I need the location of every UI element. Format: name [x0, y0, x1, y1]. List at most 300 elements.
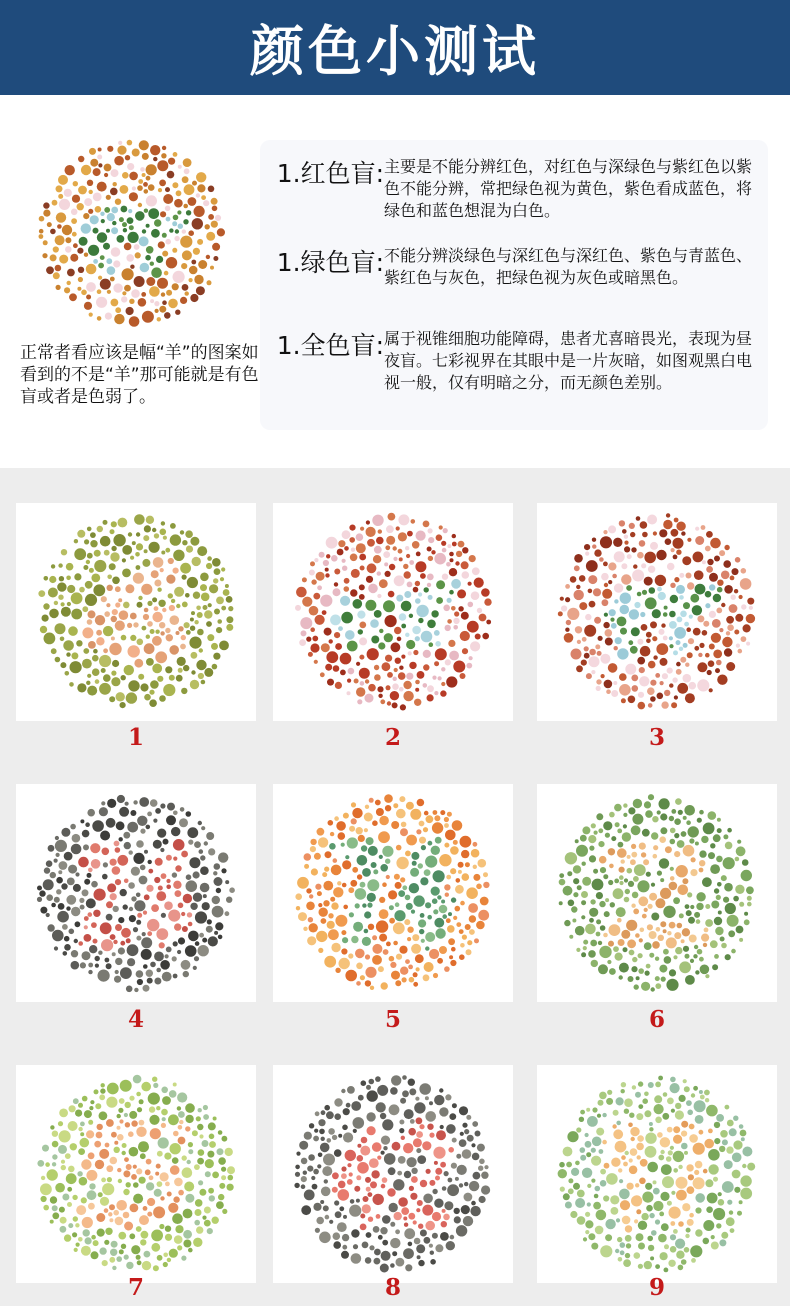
plate-figure-dot — [417, 1200, 423, 1206]
plate-dot — [698, 653, 702, 657]
plate-dot — [388, 1167, 396, 1175]
plate-dot — [313, 593, 320, 600]
plate-dot — [172, 956, 177, 961]
plate-figure-dot — [443, 1214, 450, 1221]
plate-dot — [584, 544, 590, 550]
plate-figure-dot — [428, 595, 433, 600]
plate-dot — [164, 1153, 171, 1160]
plate-dot — [642, 532, 648, 538]
plate-figure-dot — [355, 903, 360, 908]
plate-dot — [460, 901, 465, 906]
plate-dot — [122, 569, 131, 578]
plate-dot — [100, 536, 111, 547]
plate-figure-dot — [415, 636, 420, 641]
plate-dot — [317, 891, 322, 896]
plate-dot — [714, 954, 719, 959]
plate-dot — [335, 682, 342, 689]
plate-dot — [180, 807, 185, 812]
plate-dot — [647, 1162, 658, 1173]
plate-dot — [598, 841, 604, 847]
plate-dot — [138, 674, 144, 680]
plate-dot — [118, 141, 122, 145]
plate-dot — [162, 300, 167, 305]
plate-dot — [424, 811, 429, 816]
plate-figure-dot — [406, 903, 413, 910]
plate-dot — [374, 665, 379, 670]
plate-dot — [683, 816, 687, 820]
plate-dot — [724, 585, 733, 594]
plate-figure-dot — [426, 1169, 431, 1174]
plate-figure-dot — [435, 837, 442, 844]
plate-dot — [394, 668, 398, 672]
plate-dot — [455, 885, 464, 894]
plate-dot — [118, 518, 128, 528]
plate-dot — [356, 981, 361, 986]
plate-dot — [677, 683, 688, 694]
plate-dot — [192, 1130, 198, 1136]
plate-dot — [311, 868, 318, 875]
plate-dot — [185, 1103, 195, 1113]
plate-dot — [178, 165, 182, 169]
plate-dot — [116, 821, 125, 830]
plate-dot — [600, 925, 606, 931]
plate-dot — [638, 1243, 645, 1250]
plate-dot — [695, 970, 699, 974]
plate-dot — [349, 525, 355, 531]
plate-figure-dot — [329, 843, 336, 850]
plate-figure-dot — [148, 208, 159, 219]
plate-dot — [129, 172, 138, 181]
plate-dot — [349, 1205, 361, 1217]
plate-dot — [695, 1229, 702, 1236]
plate-figure-dot — [173, 857, 177, 861]
plate-figure-dot — [165, 1182, 170, 1187]
plate-dot — [559, 901, 563, 905]
plate-dot — [331, 865, 342, 876]
plate-dot — [580, 1155, 586, 1161]
plate-dot — [136, 532, 140, 536]
plate-dot — [309, 894, 313, 898]
plate-dot — [217, 1148, 224, 1155]
plate-dot — [114, 1147, 120, 1153]
plate-dot — [188, 931, 199, 942]
plate-dot — [629, 950, 635, 956]
plate-dot — [739, 1124, 744, 1129]
plate-figure-dot — [689, 1134, 698, 1143]
plate-dot — [627, 554, 632, 559]
plate-figure-dot — [180, 644, 186, 650]
plate-dot — [366, 1112, 375, 1121]
plate-dot — [396, 1258, 405, 1267]
plate-figure-dot — [663, 612, 668, 617]
plate-dot — [142, 559, 150, 567]
plate-dot — [619, 963, 629, 973]
plate-dot — [157, 1181, 163, 1187]
plate-dot — [469, 1181, 479, 1191]
plate-dot — [161, 913, 166, 918]
plate-figure-dot — [106, 1119, 114, 1127]
plate-dot — [686, 820, 691, 825]
plate-figure-dot — [628, 1123, 633, 1128]
plate-dot — [158, 600, 165, 607]
plate-dot — [675, 798, 682, 805]
plate-dot — [88, 1120, 93, 1125]
plate-dot — [89, 190, 93, 194]
plate-figure-dot — [100, 212, 104, 216]
plate-dot — [312, 636, 318, 642]
plate-figure-dot — [160, 1196, 164, 1200]
plate-dot — [184, 168, 190, 174]
plate-dot — [118, 917, 124, 923]
plate-dot — [365, 694, 374, 703]
plate-dot — [86, 295, 91, 300]
plate-dot — [342, 883, 347, 888]
plate-dot — [67, 281, 71, 285]
plate-dot — [314, 660, 318, 664]
plate-dot — [52, 1162, 56, 1166]
plate-dot — [724, 883, 733, 892]
plate-dot — [139, 797, 149, 807]
plate-dot — [60, 637, 65, 642]
plate-dot — [449, 568, 457, 576]
plate-dot — [78, 156, 84, 162]
plate-dot — [111, 671, 116, 676]
plate-card-6 — [537, 784, 777, 1002]
plate-dot — [130, 810, 136, 816]
plate-dot — [558, 1169, 567, 1178]
plate-dot — [655, 1219, 660, 1224]
plate-dot — [130, 635, 136, 641]
plate-dot — [71, 609, 82, 620]
plate-dot — [356, 533, 364, 541]
plate-dot — [653, 531, 657, 535]
plate-dot — [691, 1258, 696, 1263]
plate-dot — [628, 807, 635, 814]
plate-figure-dot — [432, 1212, 441, 1221]
plate-dot — [60, 1217, 67, 1224]
plate-figure-dot — [168, 910, 180, 922]
plate-dot — [351, 818, 357, 824]
plate-dot — [78, 1237, 83, 1242]
plate-dot — [728, 930, 735, 937]
plate-dot — [398, 672, 406, 680]
plate-dot — [462, 873, 470, 881]
plate-dot — [574, 554, 583, 563]
plate-dot — [333, 588, 341, 596]
plate-dot — [226, 897, 232, 903]
plate-figure-dot — [182, 926, 188, 932]
plate-figure-dot — [627, 1183, 634, 1190]
plate-dot — [87, 686, 97, 696]
plate-dot — [212, 1172, 219, 1179]
plate-dot — [690, 905, 694, 909]
plate-dot — [154, 952, 164, 962]
plate-dot — [714, 917, 722, 925]
plate-dot — [445, 1094, 451, 1100]
plate-dot — [628, 696, 636, 704]
plate-dot — [58, 870, 62, 874]
plate-dot — [62, 1194, 69, 1201]
plate-dot — [730, 576, 735, 581]
plate-figure-dot — [183, 894, 192, 903]
plate-dot — [598, 636, 603, 641]
plate-figure-dot — [674, 851, 680, 857]
plate-figure-dot — [434, 918, 444, 928]
plate-dot — [168, 158, 175, 165]
plate-dot — [405, 851, 411, 857]
plate-dot — [175, 1225, 183, 1233]
plate-dot — [747, 902, 752, 907]
plate-dot — [93, 193, 102, 202]
plate-figure-dot — [429, 642, 434, 647]
plate-figure-dot — [410, 1193, 417, 1200]
header-banner — [0, 0, 790, 95]
plate-figure-dot — [357, 1162, 369, 1174]
plate-dot — [377, 571, 381, 575]
plate-dot — [644, 577, 653, 586]
plate-dot — [577, 1216, 586, 1225]
plate-dot — [733, 1116, 738, 1121]
plate-dot — [445, 659, 451, 665]
plate-dot — [365, 954, 370, 959]
plate-dot — [688, 638, 694, 644]
plate-dot — [90, 540, 97, 547]
plate-dot — [403, 1248, 414, 1259]
plate-dot — [717, 882, 722, 887]
plate-figure-dot — [178, 224, 183, 229]
plate-dot — [180, 236, 192, 248]
plate-dot — [115, 307, 121, 313]
plate-dot — [713, 834, 721, 842]
plate-dot — [416, 829, 421, 834]
plate-figure-dot — [100, 922, 112, 934]
plate-dot — [103, 626, 113, 636]
plate-dot — [149, 1106, 155, 1112]
plate-figure-dot — [631, 1137, 635, 1141]
plate-dot — [625, 889, 630, 894]
plate-dot — [58, 194, 63, 199]
plate-dot — [160, 211, 166, 217]
plate-dot — [699, 957, 704, 962]
plate-figure-dot — [338, 1189, 350, 1201]
plate-dot — [89, 1183, 95, 1189]
plate-dot — [466, 1115, 471, 1120]
plate-dot — [581, 952, 586, 957]
plate-dot — [663, 1092, 668, 1097]
plate-dot — [374, 1249, 381, 1256]
plate-dot — [196, 606, 201, 611]
plate-figure-dot — [136, 1168, 142, 1174]
plate-dot — [192, 181, 197, 186]
plate-dot — [695, 536, 704, 545]
plate-dot — [46, 894, 53, 901]
plate-figure-dot — [103, 243, 110, 250]
plate-dot — [56, 889, 61, 894]
plate-dot — [466, 887, 478, 899]
plate-dot — [103, 520, 108, 525]
plate-figure-dot — [363, 1196, 369, 1202]
plate-dot — [471, 849, 480, 858]
plate-figure-dot — [630, 1148, 638, 1156]
plate-dot — [359, 637, 367, 645]
plate-dot — [377, 1085, 388, 1096]
plate-dot — [567, 871, 572, 876]
plate-dot — [575, 626, 582, 633]
plate-figure-dot — [641, 852, 646, 857]
plate-dot — [592, 879, 604, 891]
plate-dot — [634, 1252, 641, 1259]
plate-dot — [563, 1193, 570, 1200]
plate-figure-dot — [178, 626, 183, 631]
plate-dot — [221, 606, 226, 611]
plate-dot — [662, 673, 668, 679]
plate-dot — [670, 867, 674, 871]
plate-dot — [295, 1165, 300, 1170]
plate-dot — [163, 839, 169, 845]
plate-dot — [69, 929, 75, 935]
plate-dot — [442, 548, 447, 553]
plate-dot — [318, 1153, 323, 1158]
plate-figure-dot — [106, 901, 113, 908]
plate-dot — [399, 1120, 404, 1125]
plate-figure-dot — [441, 900, 445, 904]
plate-dot — [341, 930, 346, 935]
plate-figure-dot — [164, 901, 173, 910]
plate-dot — [202, 938, 207, 943]
plate-dot — [342, 530, 351, 539]
definition-term: 1.全色盲: — [276, 331, 384, 360]
plate-dot — [125, 155, 130, 160]
plate-dot — [343, 1132, 353, 1142]
plate-figure-dot — [371, 636, 379, 644]
plate-dot — [208, 214, 214, 220]
plate-dot — [333, 665, 340, 672]
plate-figure-dot — [117, 235, 125, 243]
plate-dot — [638, 968, 644, 974]
plate-dot — [638, 953, 643, 958]
plate-dot — [679, 961, 691, 973]
plate-figure-dot — [116, 1200, 127, 1211]
plate-dot — [352, 867, 358, 873]
plate-dot — [455, 906, 461, 912]
plate-figure-dot — [78, 941, 83, 946]
plate-dot — [637, 657, 645, 665]
plate-dot — [334, 1200, 339, 1205]
plate-dot — [580, 1110, 585, 1115]
plate-dot — [56, 285, 61, 290]
plate-dot — [414, 1238, 421, 1245]
plate-dot — [146, 825, 151, 830]
plate-dot — [594, 831, 598, 835]
plate-dot — [317, 585, 322, 590]
plate-dot — [136, 1226, 142, 1232]
plate-dot — [199, 1134, 203, 1138]
plate-dot — [208, 936, 218, 946]
plate-dot — [173, 1083, 177, 1087]
plate-dot — [341, 948, 347, 954]
plate-dot — [657, 810, 661, 814]
plate-dot — [406, 554, 410, 558]
plate-dot — [407, 531, 413, 537]
plate-figure-dot — [451, 579, 461, 589]
plate-figure-dot — [183, 219, 188, 224]
plate-dot — [459, 929, 464, 934]
plate-dot — [76, 1243, 80, 1247]
plate-dot — [598, 941, 602, 945]
plate-dot — [378, 966, 384, 972]
plate-figure-dot — [699, 868, 704, 873]
plate-dot — [321, 643, 330, 652]
plate-figure-dot — [370, 1181, 377, 1188]
plate-dot — [721, 1232, 728, 1239]
plate-figure-dot — [448, 912, 452, 916]
plate-dot — [576, 948, 580, 952]
plate-dot — [708, 660, 715, 667]
plate-dot — [82, 659, 92, 669]
plate-dot — [153, 840, 162, 849]
plate-figure-dot — [104, 207, 110, 213]
plate-dot — [212, 1217, 219, 1224]
plate-dot — [742, 859, 749, 866]
plate-dot — [655, 1117, 662, 1124]
plate-figure-dot — [362, 1204, 371, 1213]
plate-dot — [133, 1194, 143, 1204]
plate-dot — [749, 606, 753, 610]
plate-figure-dot — [667, 931, 671, 935]
plate-figure-dot — [139, 236, 149, 246]
plate-dot — [708, 811, 717, 820]
plate-figure-dot — [173, 568, 179, 574]
plate-dot — [188, 840, 193, 845]
plate-dot — [655, 976, 660, 981]
plate-figure-dot — [101, 596, 107, 602]
plate-dot — [107, 1177, 112, 1182]
plate-dot — [406, 673, 413, 680]
plate-figure-dot — [91, 922, 97, 928]
plate-dot — [386, 525, 394, 533]
plate-dot — [462, 1149, 472, 1159]
plate-dot — [216, 597, 224, 605]
plate-dot — [367, 563, 377, 573]
plate-figure-dot — [669, 882, 678, 891]
plate-dot — [129, 316, 140, 327]
plate-dot — [639, 676, 649, 686]
plate-figure-dot — [653, 845, 658, 850]
plate-figure-dot — [121, 928, 131, 938]
plate-dot — [379, 816, 389, 826]
plate-dot — [146, 164, 157, 175]
plate-dot — [121, 1244, 126, 1249]
plate-dot — [342, 1125, 348, 1131]
plate-figure-dot — [424, 869, 431, 876]
plate-dot — [83, 648, 89, 654]
plate-dot — [432, 1189, 437, 1194]
plate-figure-dot — [623, 1162, 628, 1167]
plate-dot — [148, 860, 152, 864]
plate-dot — [367, 539, 375, 547]
plate-figure-dot — [115, 586, 121, 592]
plate-dot — [720, 937, 725, 942]
plate-dot — [308, 1154, 315, 1161]
plate-figure-dot — [410, 868, 419, 877]
plate-dot — [683, 674, 692, 683]
plate-dot — [713, 1177, 718, 1182]
plate-dot — [671, 702, 677, 708]
plate-figure-dot — [95, 1160, 104, 1169]
plate-dot — [317, 1164, 321, 1168]
plate-figure-dot — [115, 602, 120, 607]
plate-dot — [459, 1183, 463, 1187]
